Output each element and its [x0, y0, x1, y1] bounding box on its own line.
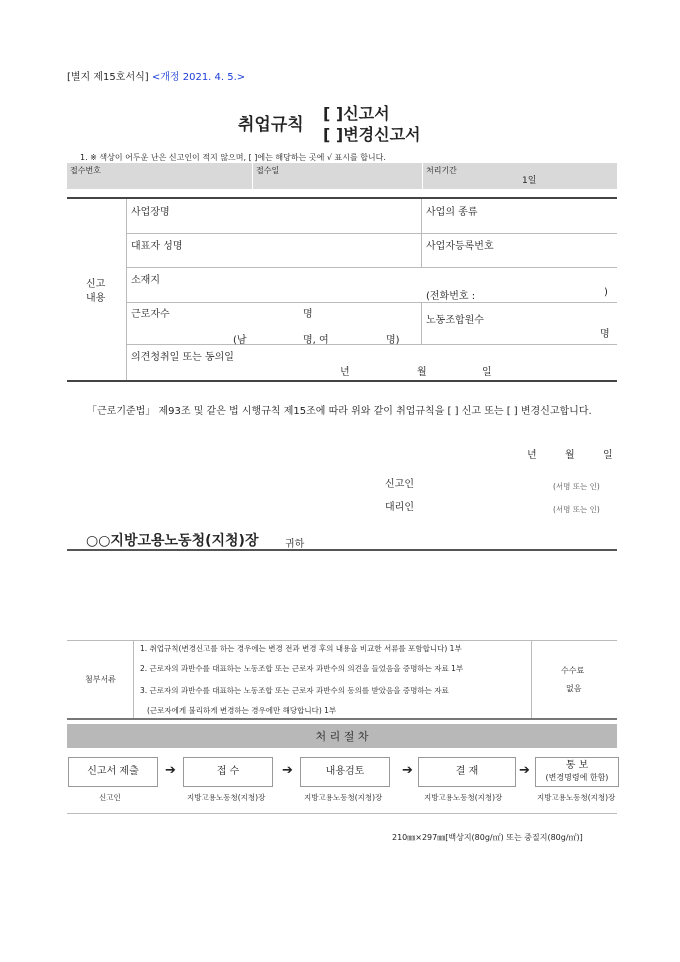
representative-label: 대표자 성명	[131, 241, 183, 252]
actor-notify: 지방고용노동청(지청)장	[537, 793, 616, 802]
attachment-item-1: 1. 취업규칙(변경신고를 하는 경우에는 변경 전과 변경 후의 내용을 비교한 서류를 포함합니다) 1부	[140, 644, 462, 653]
processing-period-label: 처리기간	[426, 166, 457, 175]
agent-sign-hint[interactable]: (서명 또는 인)	[553, 505, 600, 514]
actor-reporter: 신고인	[99, 793, 121, 802]
union-members-label: 노동조합원수	[426, 315, 484, 326]
decl-day: 일	[603, 450, 613, 461]
title-option-change-report[interactable]: [ ]변경신고서	[323, 125, 421, 144]
reporter-sign-hint[interactable]: (서명 또는 인)	[553, 482, 600, 491]
form-number-text: [별지 제15호서식]	[67, 72, 149, 83]
procedure-title: 처 리 절 차	[67, 724, 617, 748]
fee-label: 수수료	[561, 666, 585, 675]
attachment-item-3b: (근로자에게 불리하게 변경하는 경우에만 해당합니다) 1부	[147, 706, 337, 715]
reporter-label: 신고인	[385, 479, 414, 490]
section-label-report: 신고	[86, 279, 106, 290]
union-members-unit: 명	[600, 329, 610, 340]
addressee-name: ○○지방고용노동청(지청)장	[86, 533, 259, 549]
form-number	[67, 68, 245, 83]
paper-spec: 210㎜×297㎜[백상지(80g/㎡) 또는 중질지(80g/㎡)]	[392, 833, 583, 842]
attachment-item-2: 2. 근로자의 과반수를 대표하는 노동조합 또는 근로자 과반수의 의견을 들었음을 증명하는 자료 1부	[140, 664, 464, 673]
decl-year: 년	[527, 450, 537, 461]
workers-unit: 명	[303, 309, 313, 320]
business-reg-no-label: 사업자등록번호	[426, 241, 494, 252]
processing-period-value: 1일	[522, 176, 537, 186]
address-label: 소재지	[131, 275, 160, 286]
opinion-date-label: 의견청취일 또는 동의일	[131, 352, 234, 363]
instruction-note: 1. ※ 색상이 어두운 난은 신고인이 적지 않으며, [ ]에는 해당하는 곳에 √ 표시를 합니다.	[80, 153, 386, 162]
arrow-icon: ➔	[282, 763, 293, 778]
opinion-month: 월	[417, 367, 427, 378]
step-receive: 접 수	[183, 757, 273, 787]
step-approve: 결 재	[418, 757, 516, 787]
fee-value: 없음	[566, 684, 582, 693]
step-notify-label: 통 보	[565, 760, 589, 771]
phone-label: (전화번호 :	[426, 291, 476, 302]
decl-month: 월	[565, 450, 575, 461]
attachment-item-3: 3. 근로자의 과반수를 대표하는 노동조합 또는 근로자 과반수의 동의를 받았음을 증명하는 자료	[140, 686, 449, 695]
opinion-day: 일	[482, 367, 492, 378]
male-label: (남	[233, 335, 247, 346]
opinion-year: 년	[340, 367, 350, 378]
workers-label: 근로자수	[131, 309, 170, 320]
revision-note: <개정 2021. 4. 5.>	[151, 72, 246, 83]
female-unit: 명)	[386, 335, 400, 346]
actor-approve: 지방고용노동청(지청)장	[424, 793, 503, 802]
business-type-label: 사업의 종류	[426, 207, 478, 218]
addressee-suffix: 귀하	[285, 539, 305, 550]
form-title: 취업규칙	[238, 115, 304, 135]
arrow-icon: ➔	[165, 763, 176, 778]
step-notify	[535, 757, 619, 787]
agent-label: 대리인	[385, 502, 414, 513]
business-name-label: 사업장명	[131, 207, 170, 218]
arrow-icon: ➔	[519, 763, 530, 778]
declaration-text: 「근로기준법」 제93조 및 같은 법 시행규칙 제15조에 따라 위와 같이 취업규칙을 [ ] 신고 또는 [ ] 변경신고합니다.	[87, 406, 592, 417]
section-label-content: 내용	[86, 293, 106, 304]
attachments-label: 첨부서류	[85, 675, 116, 684]
actor-review: 지방고용노동청(지청)장	[304, 793, 383, 802]
phone-close: )	[604, 287, 608, 298]
arrow-icon: ➔	[402, 763, 413, 778]
step-review: 내용검토	[300, 757, 390, 787]
step-notify-sub: (변경명령에 한함)	[545, 773, 609, 782]
actor-receive: 지방고용노동청(지청)장	[187, 793, 266, 802]
title-option-report[interactable]: [ ]신고서	[323, 104, 390, 123]
step-submit: 신고서 제출	[68, 757, 158, 787]
receipt-number-label: 접수번호	[70, 166, 101, 175]
male-unit: 명, 여	[303, 335, 329, 346]
receipt-date-label: 접수일	[256, 166, 280, 175]
